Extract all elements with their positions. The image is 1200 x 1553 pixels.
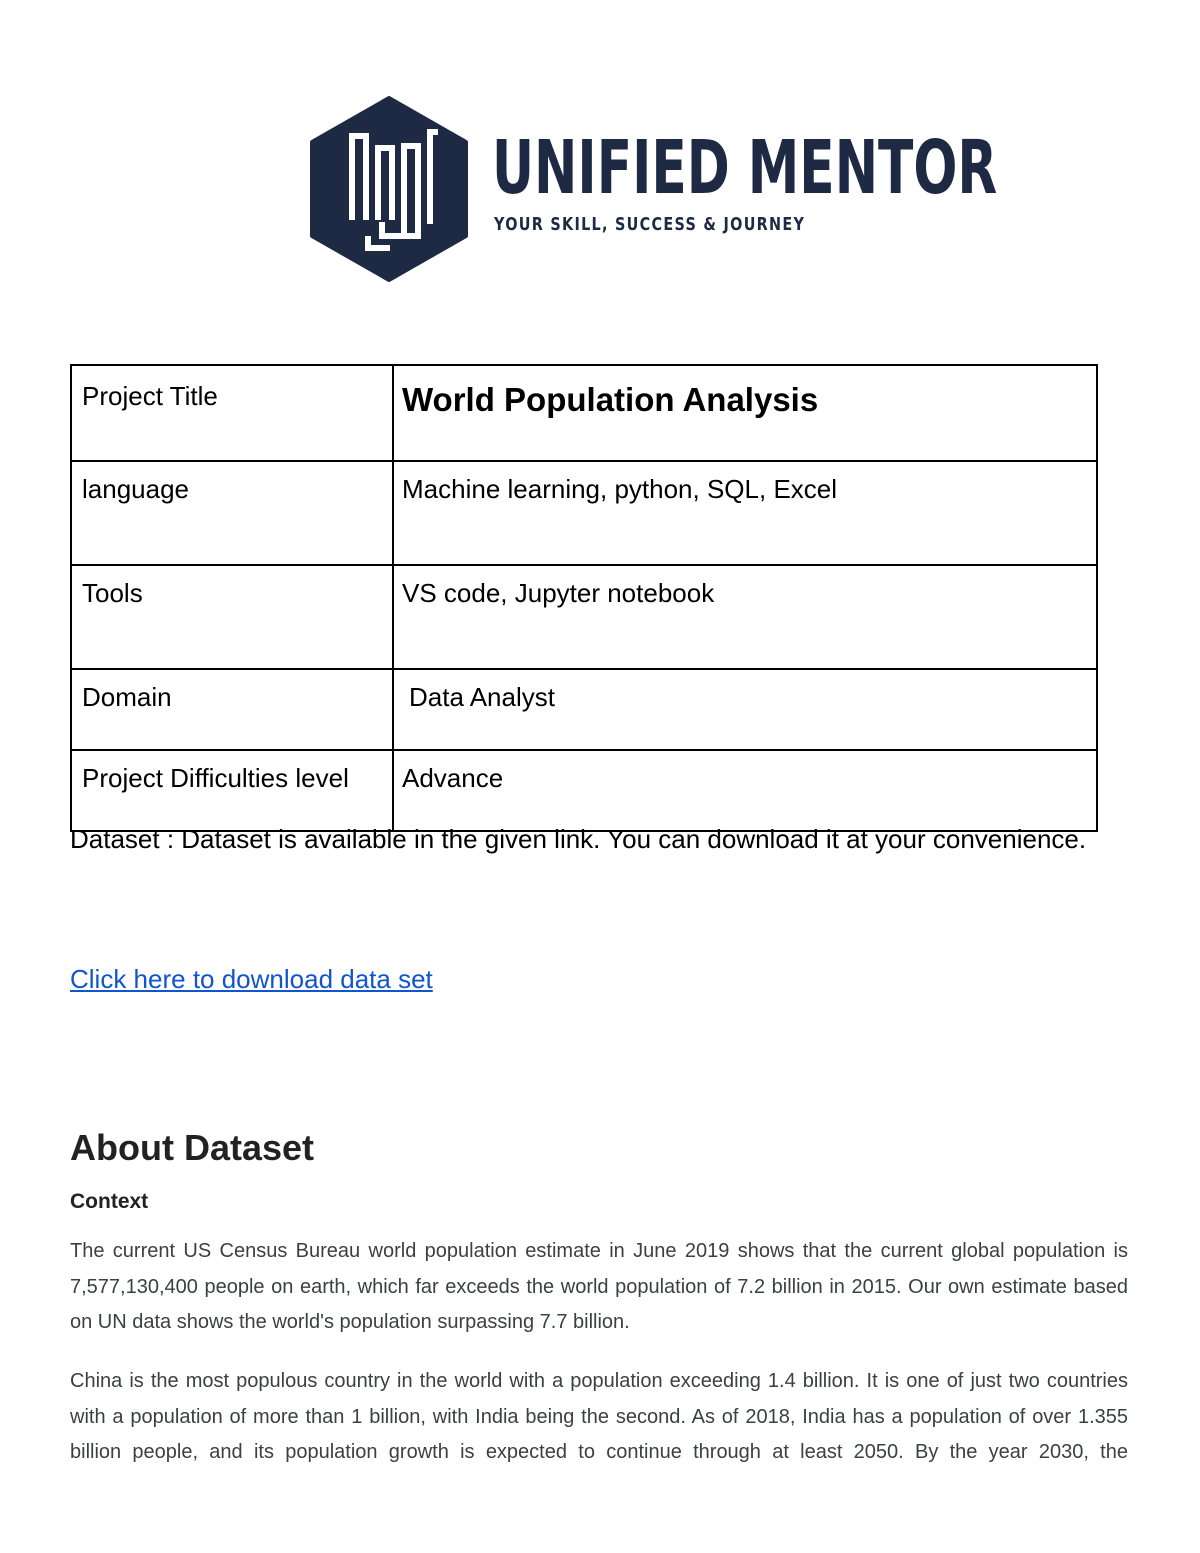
table-row: [71, 461, 1097, 565]
row-label: Project Title: [71, 365, 393, 461]
row-label: Tools: [71, 565, 393, 669]
about-dataset-heading: About Dataset: [70, 1127, 315, 1168]
brand-name: UNIFIED MENTOR: [492, 125, 998, 211]
row-value: Advance: [393, 750, 1097, 831]
logo: [308, 96, 998, 286]
dataset-description: Dataset : Dataset is available in the given link. You can download it at your convenience.: [70, 824, 1087, 854]
download-dataset-link[interactable]: Click here to download data set: [70, 964, 433, 994]
row-label: language: [71, 461, 393, 565]
row-label: Domain: [71, 669, 393, 750]
row-value: Data Analyst: [393, 669, 1097, 750]
context-paragraph: China is the most populous country in the world with a population exceeding 1.4 billion. It is one of just two countries with a population of more than 1 billion, with India being the second. As of 2018, India has a population of over 1.355 billion people, and its population growth is expected to continue through at least 2050. By the year 2030, the: [70, 1370, 1128, 1463]
row-label: Project Difficulties level: [71, 750, 393, 831]
context-heading: Context: [70, 1190, 149, 1213]
table-row: [71, 565, 1097, 669]
project-title-value: World Population Analysis: [393, 365, 1097, 461]
context-paragraph: The current US Census Bureau world population estimate in June 2019 shows that the current global population is 7,577,130,400 people on earth, which far exceeds the world population of 7.2 billion in 2015. Our own estimate based on UN data shows the world's population surpassing 7.7 billion.: [70, 1240, 1128, 1333]
row-value: VS code, Jupyter notebook: [393, 565, 1097, 669]
brand-tagline: YOUR SKILL, SUCCESS & JOURNEY: [494, 214, 806, 235]
row-value: Machine learning, python, SQL, Excel: [393, 461, 1097, 565]
project-info-table: [70, 364, 1098, 832]
table-row: [71, 669, 1097, 750]
unified-mentor-hexagon-icon: [308, 96, 470, 282]
table-row: [71, 365, 1097, 461]
